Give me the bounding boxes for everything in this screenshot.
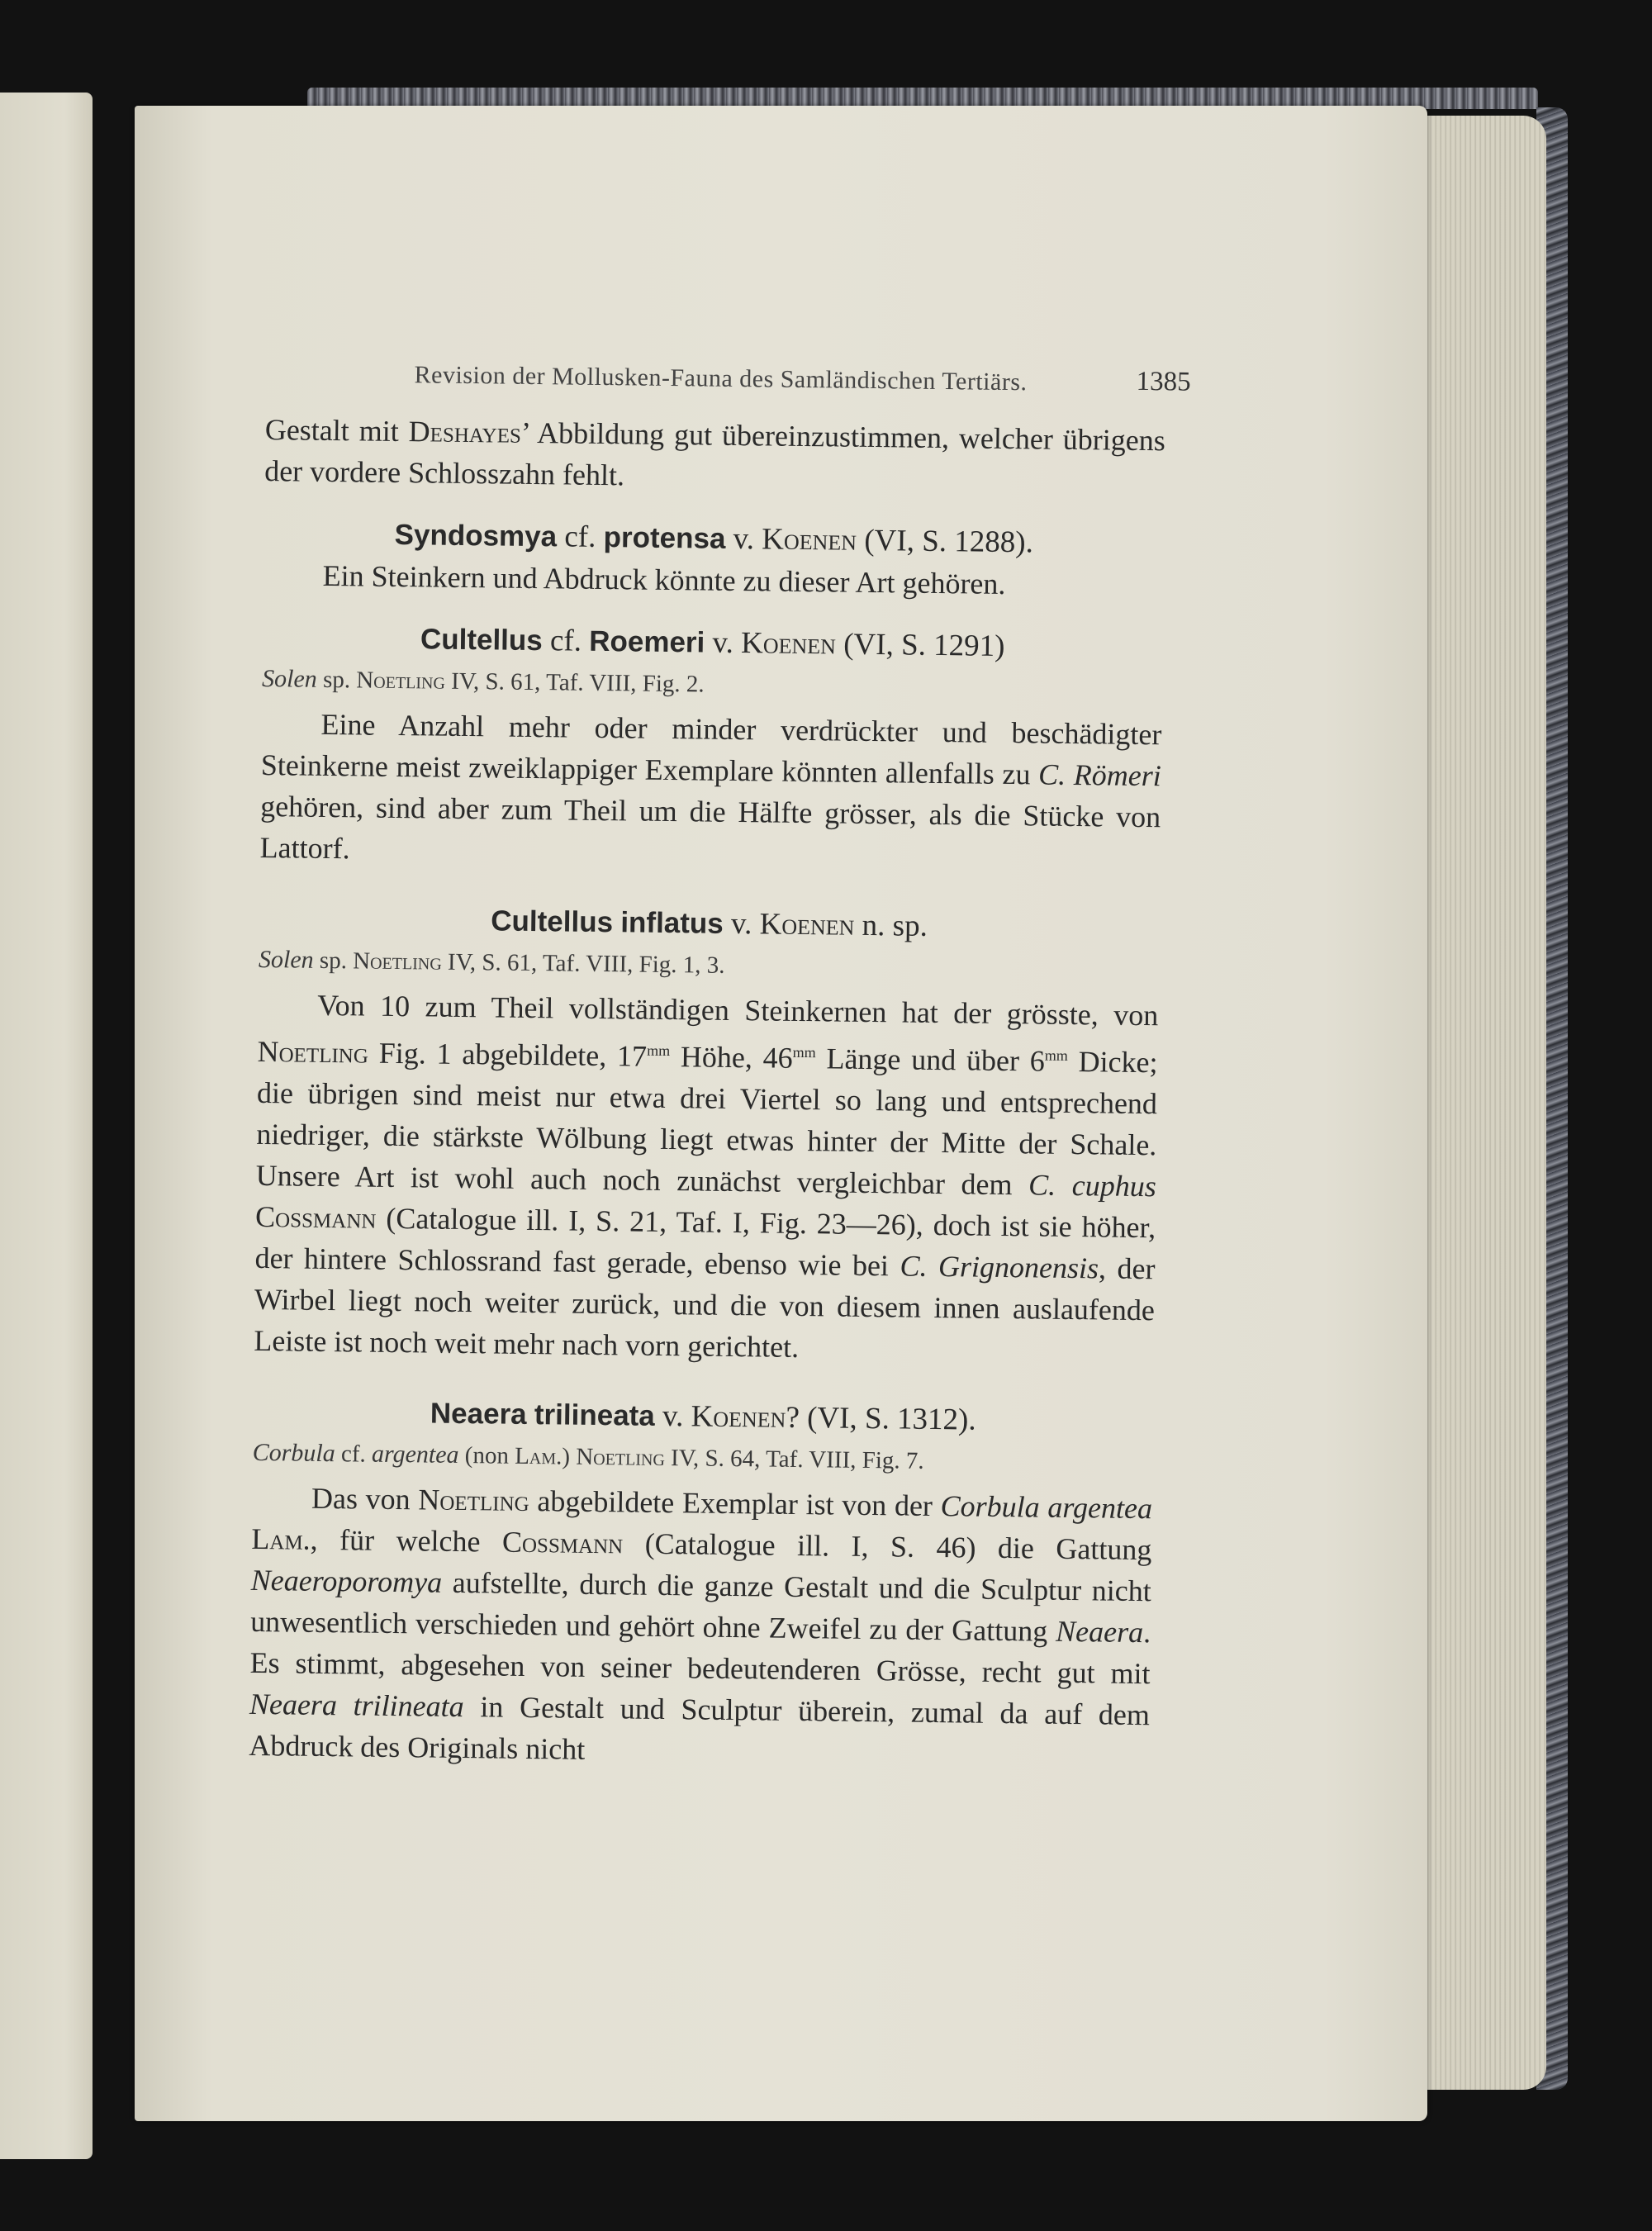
heading-v: v. bbox=[730, 906, 752, 942]
section-text-syndosmya: Ein Steinkern und Abdruck könnte zu dieser Art gehören. bbox=[322, 558, 1006, 600]
body-text: , der Wirbel liegt noch weiter zurück, und die von diesem innen auslaufende Leiste ist noch weit mehr nach vorn gerichtet. bbox=[254, 1251, 1156, 1364]
synonym-line bbox=[262, 662, 1162, 707]
page-text-block bbox=[249, 351, 1191, 1777]
intro-author: Deshayes bbox=[408, 415, 522, 449]
intro-text: ’ Abbildung gut übereinzustimmen, welcher übrigens der vordere Schlosszahn fehlt. bbox=[263, 415, 1165, 492]
synonym-sp: sp. bbox=[319, 947, 348, 975]
left-page-edge bbox=[0, 93, 93, 2159]
synonym-author: Noetling bbox=[352, 947, 442, 975]
page-header bbox=[265, 351, 1191, 420]
unit-mm: mm bbox=[647, 1042, 671, 1060]
section-text-cultellus-roemeri bbox=[259, 703, 1161, 879]
synonym-sp: sp. bbox=[322, 666, 351, 694]
heading-author: Koenen bbox=[762, 522, 857, 558]
heading-species: trilineata bbox=[534, 1398, 656, 1432]
body-text: Das von bbox=[311, 1481, 419, 1517]
species-name: Neaera trilineata bbox=[249, 1687, 464, 1724]
heading-v: v. bbox=[712, 625, 734, 660]
heading-v: v. bbox=[662, 1398, 684, 1434]
unit-mm: mm bbox=[1044, 1047, 1069, 1064]
section-heading-cultellus-inflatus bbox=[259, 898, 1160, 950]
synonym-non: (non bbox=[464, 1442, 510, 1469]
heading-author: Koenen bbox=[740, 626, 837, 662]
body-text: (Catalogue ill. I, S. 46) die Gattung bbox=[623, 1526, 1152, 1567]
heading-author: Koenen bbox=[691, 1399, 786, 1435]
synonym-genus: Corbula bbox=[252, 1438, 335, 1468]
body-text: Eine Anzahl mehr oder minder verdrückter und beschädigter Steinkerne meist zweiklappiger Exemplare könnten allenfalls zu bbox=[260, 707, 1162, 791]
body-text: gehören, sind aber zum Theil um die Hälfte grösser, als die Stücke von Lattorf. bbox=[259, 789, 1161, 866]
species-name: Corbula argentea bbox=[940, 1489, 1153, 1526]
body-text: aufstellte, durch die ganze Gestalt und die Sculptur nicht unwesentlich verschieden und gehört ohne Zweifel zu der Gattung bbox=[249, 1565, 1151, 1648]
section-heading-cultellus-roemeri bbox=[262, 617, 1163, 669]
heading-ref: ? (VI, S. 1312). bbox=[786, 1400, 976, 1437]
synonym-genus: Solen bbox=[258, 945, 314, 974]
page-number: 1385 bbox=[1136, 366, 1191, 397]
running-head: Revision der Mollusken-Fauna des Samländischen Tertiärs. bbox=[414, 361, 1028, 396]
heading-genus: Cultellus bbox=[491, 904, 614, 939]
synonym-ref: IV, S. 61, Taf. VIII, Fig. 2. bbox=[450, 667, 705, 698]
synonym-species: argentea bbox=[371, 1440, 459, 1469]
synonym-genus: Solen bbox=[261, 664, 318, 693]
heading-genus: Cultellus bbox=[420, 623, 543, 657]
heading-ref: (VI, S. 1288). bbox=[864, 523, 1034, 560]
body-text: . Es stimmt, abgesehen von seiner bedeutenderen Grösse, recht gut mit bbox=[249, 1616, 1151, 1691]
heading-cf: cf. bbox=[549, 624, 582, 658]
synonym-author: Noetling bbox=[576, 1443, 666, 1471]
heading-ref: n. sp. bbox=[862, 908, 928, 943]
section-text-neaera-trilineata bbox=[249, 1477, 1152, 1777]
body-text: Höhe, 46 bbox=[669, 1040, 793, 1075]
unit-mm: mm bbox=[792, 1043, 816, 1061]
synonym-ref: IV, S. 61, Taf. VIII, Fig. 1, 3. bbox=[447, 948, 725, 979]
body-text: Fig. 1 abgebildete, 17 bbox=[368, 1036, 648, 1073]
body-text: in Gestalt und Sculptur überein, zumal da auf dem Abdruck des Originals nicht bbox=[249, 1690, 1151, 1766]
author-name: Noetling bbox=[257, 1034, 369, 1070]
intro-text: Gestalt mit bbox=[264, 412, 409, 449]
heading-species: Roemeri bbox=[589, 624, 705, 659]
heading-ref: (VI, S. 1291) bbox=[843, 627, 1005, 663]
synonym-author: Noetling bbox=[356, 667, 446, 695]
genus-name: Neaera bbox=[1055, 1614, 1144, 1650]
body-text: (Catalogue ill. I, S. 21, Taf. I, Fig. 23—26), doch ist sie höher, der hintere Schlossrand fast gerade, ebenso wie bei bbox=[254, 1201, 1156, 1283]
heading-author: Koenen bbox=[759, 907, 855, 942]
synonym-ref: IV, S. 64, Taf. VIII, Fig. 7. bbox=[670, 1445, 924, 1474]
genus-name: Neaeroporomya bbox=[250, 1563, 443, 1599]
section-text-cultellus-inflatus bbox=[254, 984, 1159, 1372]
intro-paragraph bbox=[264, 409, 1165, 502]
synonym-close: ) bbox=[562, 1443, 571, 1470]
page-stack-edge bbox=[1422, 116, 1546, 2090]
heading-species: inflatus bbox=[620, 906, 724, 940]
heading-v: v. bbox=[733, 521, 755, 557]
heading-genus: Neaera bbox=[430, 1397, 527, 1431]
species-name: C. Römeri bbox=[1037, 757, 1162, 793]
synonym-line bbox=[259, 942, 1159, 988]
heading-cf: cf. bbox=[564, 520, 596, 554]
body-text: Von 10 zum Theil vollständigen Steinkernen hat der grösste, von bbox=[317, 988, 1159, 1032]
author-name: Cossmann bbox=[254, 1199, 377, 1235]
body-text: abgebildete Exemplar ist von der bbox=[529, 1483, 941, 1523]
body-text: Dicke; die übrigen sind meist nur etwa drei Viertel so lang und entsprechend niedriger, die stärkste Wölbung liegt etwas hinter der Mitte der Schale. Unsere Art ist wohl auch noch zunächst vergleichbar dem bbox=[255, 1044, 1158, 1202]
heading-genus: Syndosmya bbox=[394, 518, 558, 553]
synonym-lam: Lam. bbox=[514, 1442, 563, 1470]
section-heading-neaera-trilineata bbox=[253, 1391, 1154, 1443]
synonym-line bbox=[252, 1436, 1152, 1481]
author-name: Noetling bbox=[418, 1483, 529, 1517]
heading-species: protensa bbox=[603, 521, 726, 555]
body-text: , für welche bbox=[310, 1522, 503, 1559]
synonym-cf: cf. bbox=[340, 1441, 366, 1468]
author-name: Cossmann bbox=[501, 1525, 624, 1560]
species-name: C. cuphus bbox=[1028, 1168, 1156, 1203]
body-text: Länge und über 6 bbox=[815, 1042, 1046, 1078]
species-name: C. Grignonensis bbox=[900, 1249, 1099, 1285]
author-name: Lam. bbox=[251, 1521, 311, 1556]
